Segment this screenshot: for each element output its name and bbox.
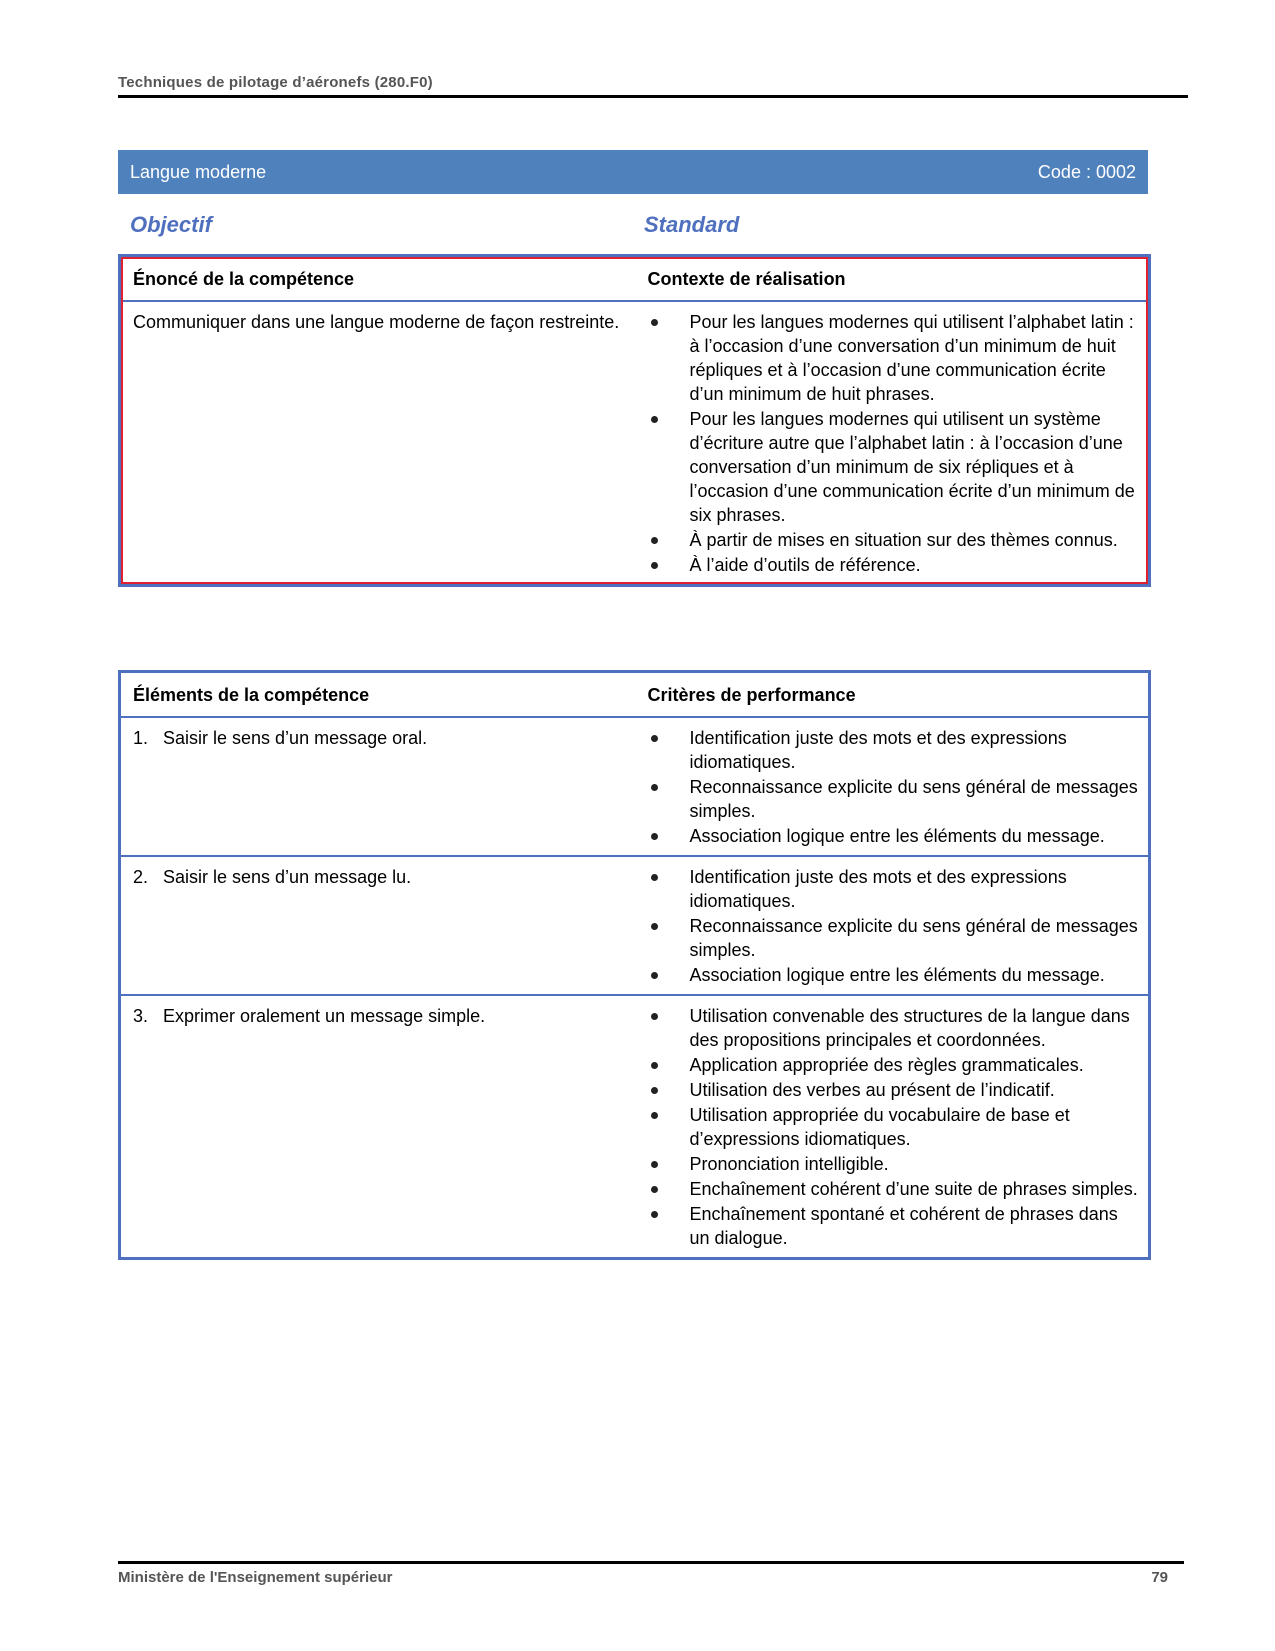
list-item: Reconnaissance explicite du sens général de messages simples.	[648, 775, 1141, 823]
objective-heading: Objectif	[130, 212, 212, 237]
element-text: Exprimer oralement un message simple.	[163, 1006, 486, 1026]
context-cell	[636, 301, 1150, 586]
element-text: Saisir le sens d’un message lu.	[163, 867, 412, 887]
list-item: Association logique entre les éléments du message.	[648, 963, 1141, 987]
page-footer	[118, 1569, 1168, 1586]
competency-statement: Communiquer dans une langue moderne de façon restreinte.	[133, 312, 620, 332]
criteria-list	[648, 726, 1141, 848]
standard-table	[118, 254, 1151, 587]
list-item: Pour les langues modernes qui utilisent l’alphabet latin : à l’occasion d’une conversation d’un minimum de huit répliques et à l’occasion d’une communication écrite d’un minimum de huit phrases.	[648, 310, 1141, 406]
standard-table-row	[120, 301, 1150, 586]
criteria-cell	[636, 856, 1150, 995]
col-header-criteria: Critères de performance	[636, 672, 1150, 718]
list-item: Utilisation appropriée du vocabulaire de base et d’expressions idiomatiques.	[648, 1103, 1141, 1151]
performance-table	[118, 670, 1151, 1260]
table-row	[120, 856, 1150, 995]
element-cell	[120, 995, 636, 1259]
context-list	[648, 310, 1141, 577]
page-number: 79	[1151, 1569, 1168, 1586]
footer-rule	[118, 1561, 1184, 1564]
standard-heading: Standard	[644, 212, 740, 237]
element-cell	[120, 856, 636, 995]
list-item: Utilisation convenable des structures de la langue dans des propositions principales et coordonnées.	[648, 1004, 1141, 1052]
list-item: Identification juste des mots et des expressions idiomatiques.	[648, 726, 1141, 774]
table-row	[120, 717, 1150, 856]
table-row	[120, 995, 1150, 1259]
course-title: Langue moderne	[130, 161, 267, 182]
list-item: Reconnaissance explicite du sens général de messages simples.	[648, 914, 1141, 962]
title-bar	[118, 150, 1148, 194]
criteria-list	[648, 865, 1141, 987]
footer-ministry: Ministère de l'Enseignement supérieur	[118, 1569, 393, 1586]
element-number: 1.	[133, 728, 149, 748]
section-headings	[130, 212, 1130, 238]
course-code: Code : 0002	[1037, 161, 1136, 182]
col-header-elements: Éléments de la compétence	[120, 672, 636, 718]
list-item: À partir de mises en situation sur des thèmes connus.	[648, 528, 1141, 552]
standard-table-header	[120, 256, 1150, 302]
page-header: Techniques de pilotage d’aéronefs (280.F0)	[118, 74, 433, 91]
list-item: Enchaînement cohérent d’une suite de phrases simples.	[648, 1177, 1141, 1201]
criteria-cell	[636, 995, 1150, 1259]
list-item: Association logique entre les éléments du message.	[648, 824, 1141, 848]
criteria-cell	[636, 717, 1150, 856]
criteria-list	[648, 1004, 1141, 1250]
element-number: 2.	[133, 867, 149, 887]
list-item: Enchaînement spontané et cohérent de phrases dans un dialogue.	[648, 1202, 1141, 1250]
col-header-statement: Énoncé de la compétence	[120, 256, 636, 302]
list-item: Pour les langues modernes qui utilisent un système d’écriture autre que l’alphabet latin : à l’occasion d’une conversation d’un minimum de six répliques et à l’occasion d’une communication écrite d’un minimum de six phrases.	[648, 407, 1141, 527]
list-item: Identification juste des mots et des expressions idiomatiques.	[648, 865, 1141, 913]
element-cell	[120, 717, 636, 856]
list-item: À l’aide d’outils de référence.	[648, 553, 1141, 577]
element-text: Saisir le sens d’un message oral.	[163, 728, 428, 748]
list-item: Application appropriée des règles grammaticales.	[648, 1053, 1141, 1077]
performance-table-header	[120, 672, 1150, 718]
header-rule	[118, 95, 1188, 98]
list-item: Utilisation des verbes au présent de l’indicatif.	[648, 1078, 1141, 1102]
element-number: 3.	[133, 1006, 149, 1026]
col-header-context: Contexte de réalisation	[636, 256, 1150, 302]
list-item: Prononciation intelligible.	[648, 1152, 1141, 1176]
